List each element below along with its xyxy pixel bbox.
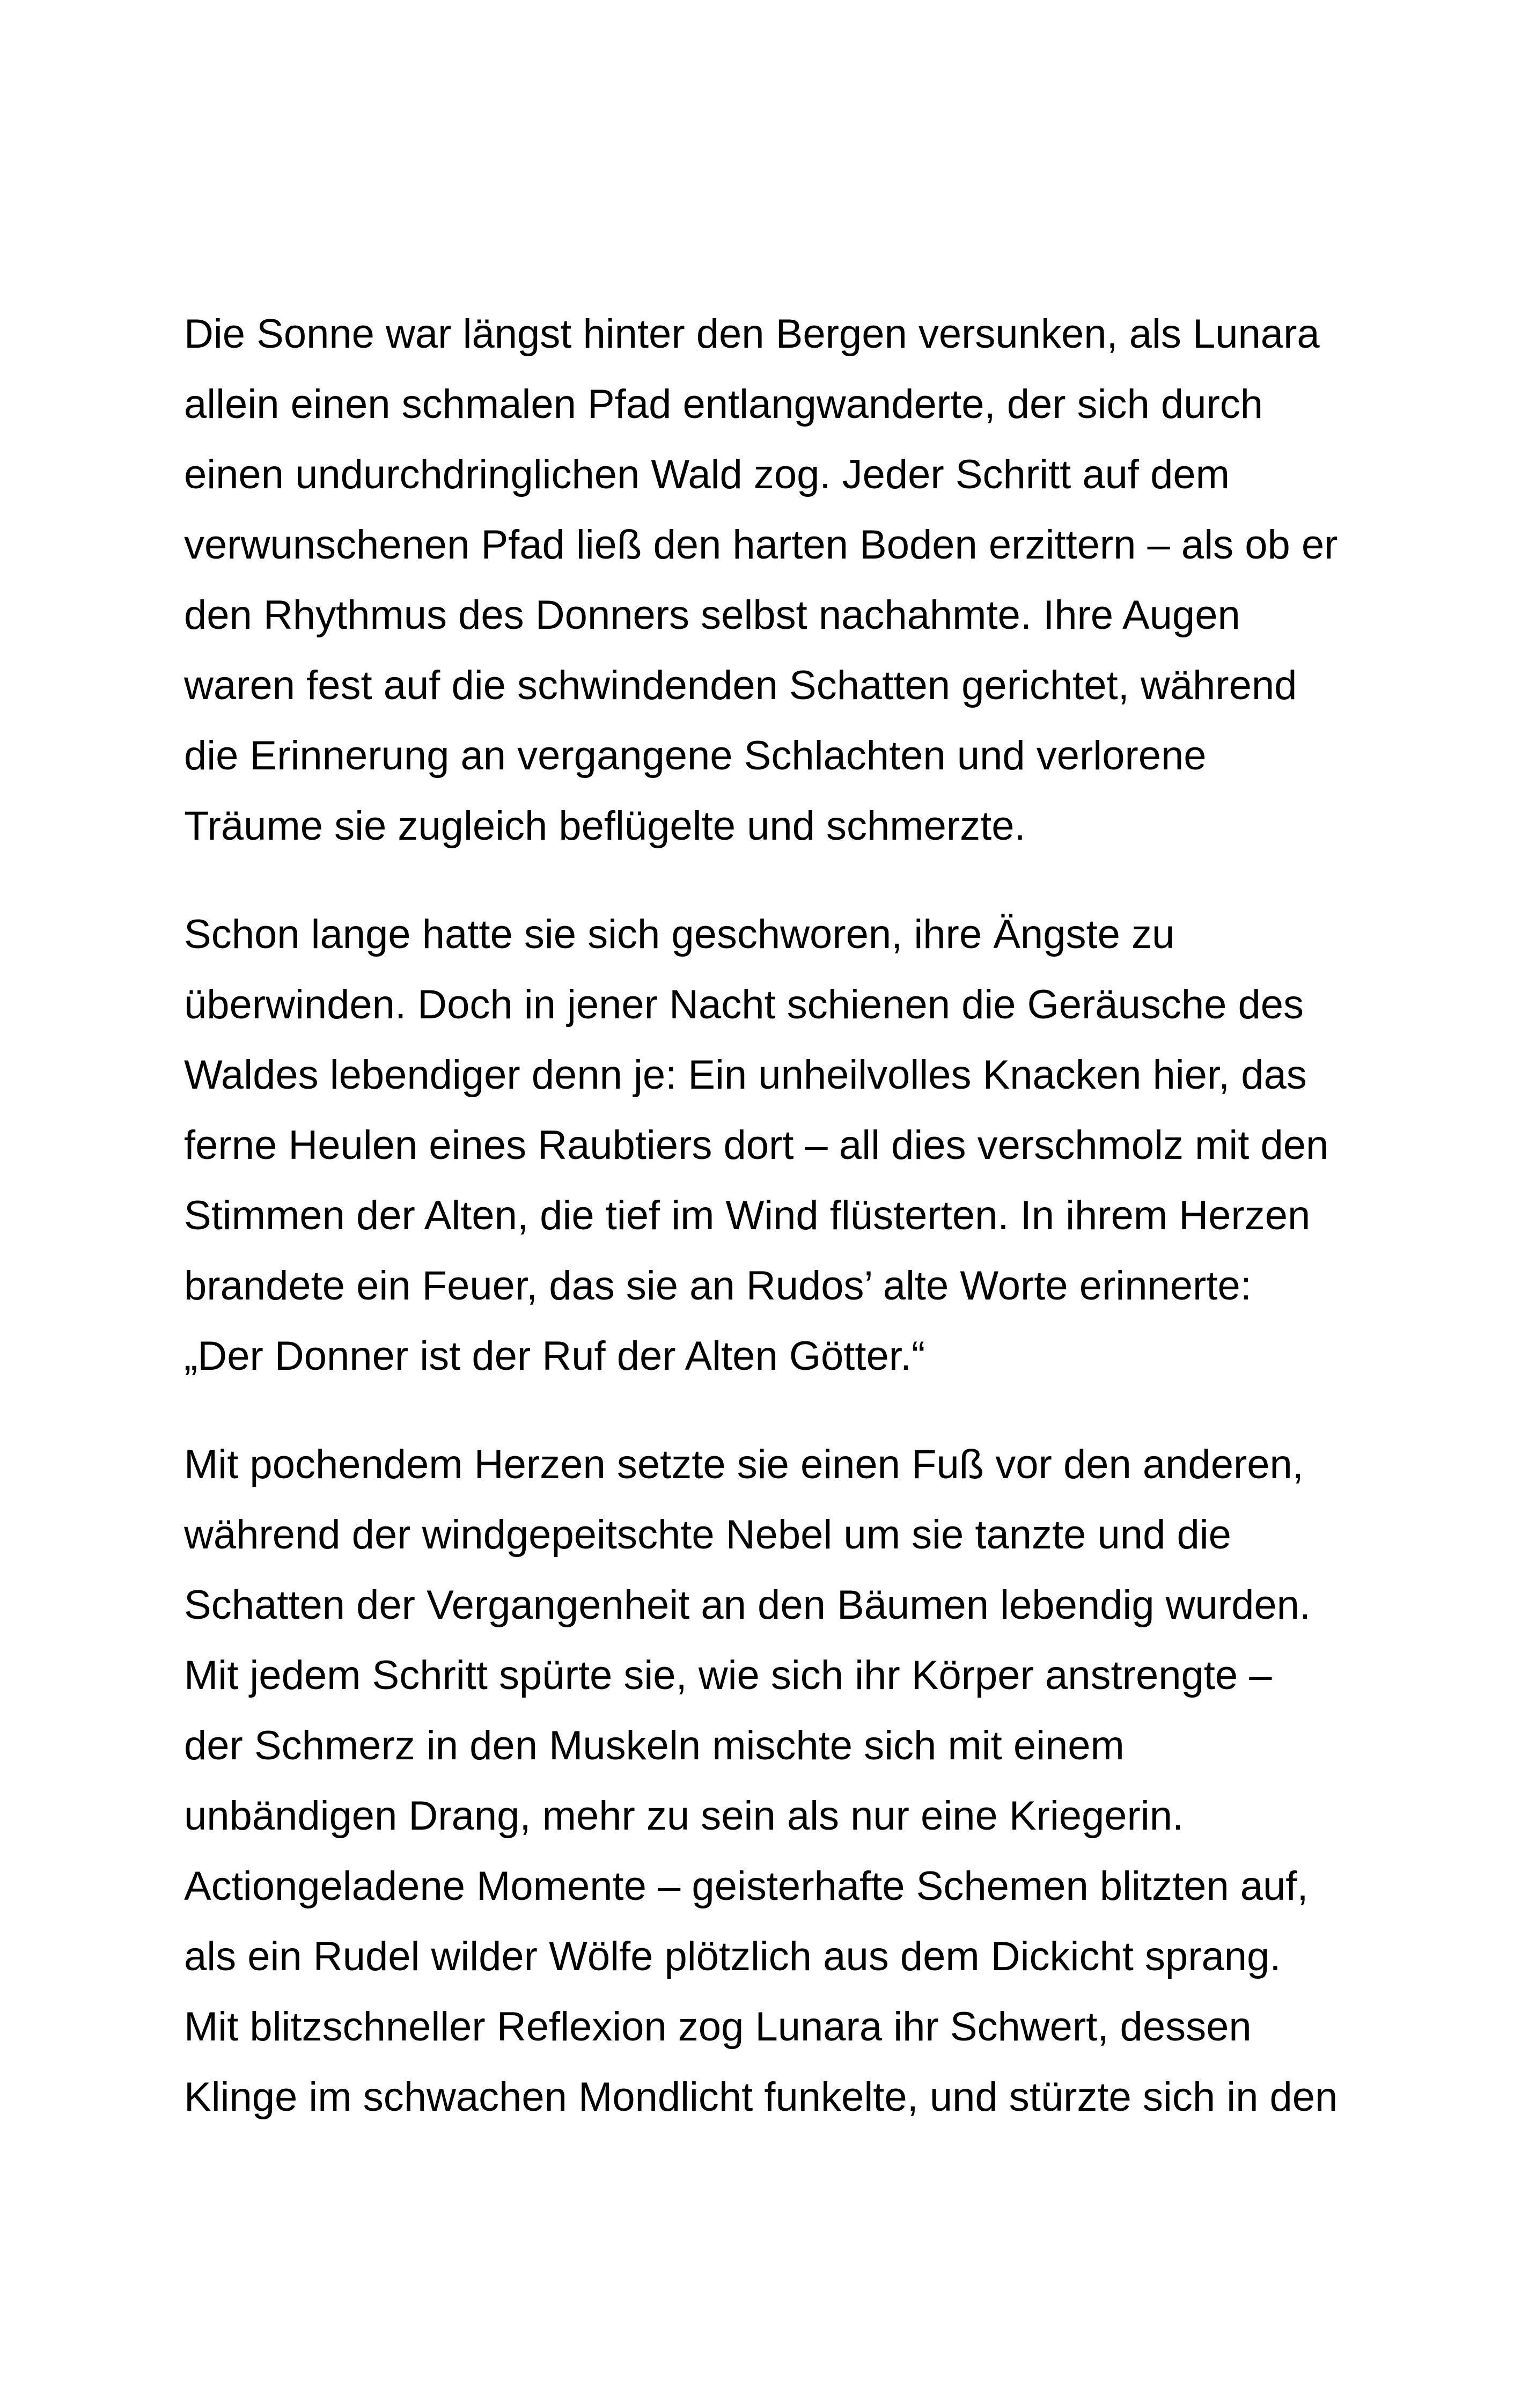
text-line: Schatten der Vergangenheit an den Bäumen lebendig wurden.: [184, 1582, 1311, 1628]
text-line: der Schmerz in den Muskeln mischte sich mit einem: [184, 1723, 1125, 1768]
text-line: ferne Heulen eines Raubtiers dort – all dies verschmolz mit den: [184, 1122, 1329, 1168]
paragraph-1: [184, 299, 1351, 861]
text-line: unbändigen Drang, mehr zu sein als nur eine Kriegerin.: [184, 1793, 1184, 1839]
paragraph-3: [184, 1429, 1351, 2132]
text-line: Schon lange hatte sie sich geschworen, ihre Ängste zu: [184, 912, 1175, 957]
text-line: den Rhythmus des Donners selbst nachahmte. Ihre Augen: [184, 592, 1240, 638]
text-line: brandete ein Feuer, das sie an Rudos’ alte Worte erinnerte:: [184, 1263, 1252, 1309]
text-line: die Erinnerung an vergangene Schlachten und verlorene: [184, 733, 1207, 779]
text-line: Stimmen der Alten, die tief im Wind flüsterten. In ihrem Herzen: [184, 1193, 1311, 1238]
text-line: als ein Rudel wilder Wölfe plötzlich aus dem Dickicht sprang.: [184, 1934, 1281, 1979]
text-line: Mit blitzschneller Reflexion zog Lunara ihr Schwert, dessen: [184, 2004, 1252, 2050]
text-line: verwunschenen Pfad ließ den harten Boden erzittern – als ob er: [184, 522, 1338, 568]
document-text-block: [184, 299, 1351, 2132]
text-line: Waldes lebendiger denn je: Ein unheilvolles Knacken hier, das: [184, 1052, 1307, 1098]
text-line: Die Sonne war längst hinter den Bergen versunken, als Lunara: [184, 311, 1320, 357]
text-line: Träume sie zugleich beflügelte und schmerzte.: [184, 803, 1026, 849]
text-line: Actiongeladene Momente – geisterhafte Schemen blitzten auf,: [184, 1863, 1309, 1909]
text-line: Klinge im schwachen Mondlicht funkelte, und stürzte sich in den: [184, 2074, 1338, 2120]
text-line: während der windgepeitschte Nebel um sie tanzte und die: [184, 1512, 1231, 1558]
text-line: überwinden. Doch in jener Nacht schienen die Geräusche des: [184, 982, 1304, 1027]
text-line: allein einen schmalen Pfad entlangwanderte, der sich durch: [184, 381, 1263, 427]
text-line: Mit jedem Schritt spürte sie, wie sich ihr Körper anstrengte –: [184, 1653, 1272, 1698]
text-line: waren fest auf die schwindenden Schatten gerichtet, während: [184, 663, 1297, 708]
text-line: „Der Donner ist der Ruf der Alten Götter.“: [184, 1333, 925, 1379]
paragraph-2: [184, 899, 1351, 1391]
text-line: einen undurchdringlichen Wald zog. Jeder Schritt auf dem: [184, 452, 1230, 497]
text-line: Mit pochendem Herzen setzte sie einen Fuß vor den anderen,: [184, 1442, 1304, 1487]
